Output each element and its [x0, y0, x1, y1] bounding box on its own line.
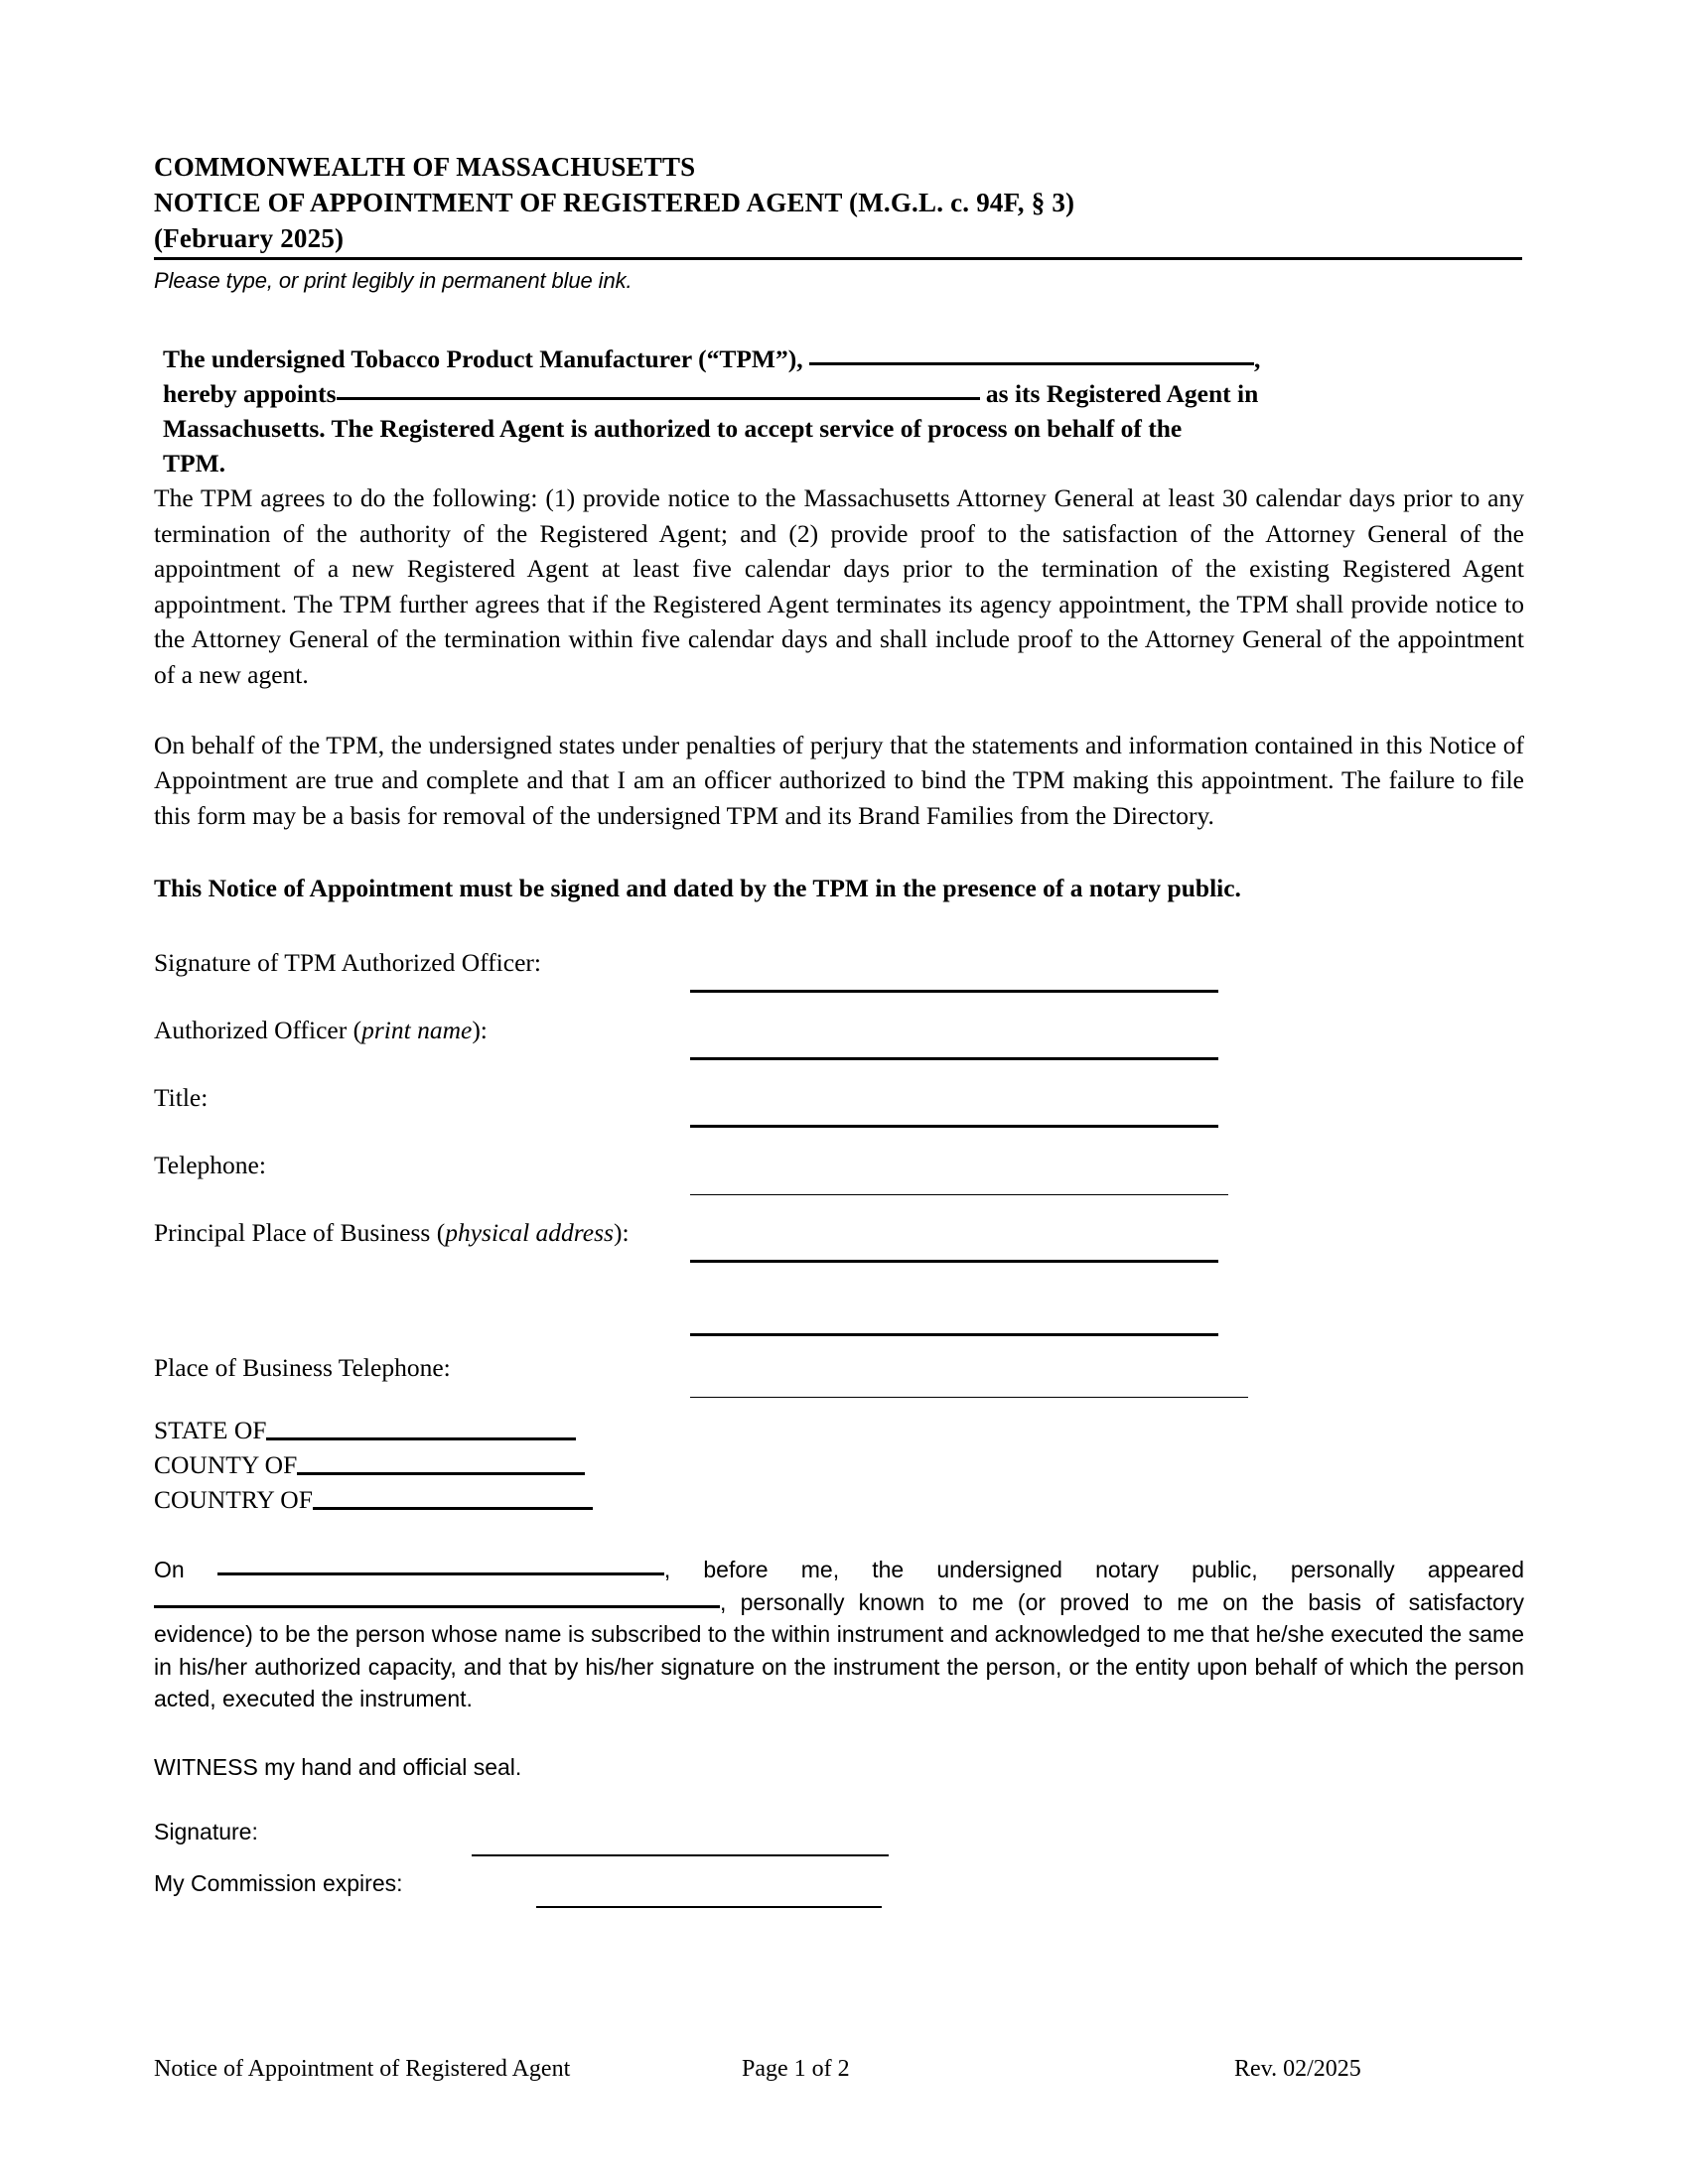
- label-principal-pre: Principal Place of Business (: [154, 1218, 446, 1248]
- appointment-row-tpm-name: [163, 341, 1513, 376]
- appointment-statement-block: [163, 341, 1513, 480]
- notary-signature-row: [154, 1817, 1524, 1868]
- appointment-tpm-text: The undersigned Tobacco Product Manufacturer (“TPM”),: [163, 344, 803, 373]
- input-notary-person-name[interactable]: [154, 1588, 720, 1608]
- label-principal-post: ):: [613, 1218, 630, 1248]
- input-country-of[interactable]: [313, 1487, 593, 1510]
- label-county-of: COUNTY OF: [154, 1450, 298, 1480]
- footer-revision: Rev. 02/2025: [1234, 2056, 1361, 2082]
- signature-fields-section: [154, 947, 1524, 1406]
- label-principal-place-of-business: [154, 1217, 630, 1249]
- label-title: Title:: [154, 1083, 209, 1113]
- label-authorized-officer-italic: print name: [361, 1016, 473, 1045]
- field-row-principal-place: [154, 1217, 1524, 1271]
- appointment-row-tpm-end: TPM.: [163, 449, 226, 478]
- hereby-appoints-text: hereby appoints: [163, 379, 337, 408]
- notary-signature-section: [154, 1817, 1524, 1920]
- field-row-title: [154, 1082, 1524, 1136]
- input-signature-officer[interactable]: [690, 990, 1218, 993]
- header-line-notice-title: NOTICE OF APPOINTMENT OF REGISTERED AGENT (M.G.L. c. 94F, § 3): [154, 188, 1075, 217]
- geo-row-country: [154, 1485, 1524, 1520]
- notary-before-me-text: , before me, the undersigned notary public, personally appeared: [663, 1557, 1524, 1583]
- header-line-commonwealth: COMMONWEALTH OF MASSACHUSETTS: [154, 152, 696, 182]
- document-content: [154, 149, 1524, 1920]
- witness-seal-text: WITNESS my hand and official seal.: [154, 1753, 522, 1780]
- footer-document-title: Notice of Appointment of Registered Agent: [154, 2056, 571, 2082]
- jurisdiction-section: [154, 1416, 1524, 1520]
- label-authorized-officer: [154, 1015, 488, 1046]
- notary-commission-row: [154, 1868, 1524, 1920]
- label-authorized-officer-post: ):: [472, 1016, 488, 1045]
- label-country-of: COUNTRY OF: [154, 1485, 313, 1515]
- input-title[interactable]: [690, 1125, 1218, 1128]
- field-row-principal-place-line2: [154, 1271, 1524, 1348]
- field-row-telephone: [154, 1150, 1524, 1203]
- as-registered-agent-text: as its Registered Agent in: [985, 379, 1259, 408]
- header-line-date: (February 2025): [154, 223, 345, 253]
- notary-on-text: On: [154, 1557, 185, 1583]
- tpm-name-blank[interactable]: [809, 344, 1254, 365]
- geo-row-state: [154, 1416, 1524, 1450]
- paragraph-on-behalf: On behalf of the TPM, the undersigned states under penalties of perjury that the statements and information contained in this Notice of Appointment are true and complete and that I am an officer authorized to bind the TPM making this appointment. The failure to file this form may be a basis for removal of the undersigned TPM and its Brand Families from the Directory.: [154, 730, 1524, 830]
- ink-instruction-note: Please type, or print legibly in permanent blue ink.: [154, 268, 633, 293]
- notary-requirement-statement: This Notice of Appointment must be signed and dated by the TPM in the presence of a notary public.: [154, 874, 1241, 903]
- label-signature-officer: Signature of TPM Authorized Officer:: [154, 948, 541, 978]
- header-divider-rule: [154, 257, 1522, 260]
- notary-personally-known-text: , personally known to me (or proved to me on the basis of: [720, 1588, 1395, 1615]
- label-commission-expires: My Commission expires:: [154, 1869, 403, 1896]
- input-place-of-business-telephone[interactable]: [690, 1397, 1248, 1398]
- label-principal-italic: physical address: [445, 1218, 614, 1248]
- field-row-business-telephone: [154, 1352, 1524, 1406]
- label-state-of: STATE OF: [154, 1416, 267, 1445]
- input-notary-signature[interactable]: [472, 1854, 889, 1856]
- field-row-authorized-officer: [154, 1015, 1524, 1068]
- label-telephone: Telephone:: [154, 1151, 266, 1180]
- input-state-of[interactable]: [266, 1418, 576, 1440]
- document-header: [154, 149, 1524, 296]
- label-place-of-business-telephone: Place of Business Telephone:: [154, 1353, 451, 1383]
- input-commission-expires[interactable]: [536, 1906, 882, 1908]
- input-principal-place-line2[interactable]: [690, 1333, 1218, 1336]
- field-row-signature-officer: [154, 947, 1524, 1001]
- appointment-row1-comma: ,: [1253, 344, 1261, 373]
- input-county-of[interactable]: [297, 1452, 585, 1475]
- input-notary-date[interactable]: [217, 1556, 664, 1575]
- input-authorized-officer-name[interactable]: [690, 1057, 1218, 1060]
- input-telephone[interactable]: [690, 1194, 1228, 1195]
- appointment-row-agent-name: [163, 376, 1513, 411]
- registered-agent-name-blank[interactable]: [337, 379, 980, 400]
- label-notary-signature: Signature:: [154, 1818, 258, 1844]
- footer-page-number: Page 1 of 2: [742, 2056, 850, 2082]
- input-principal-place-line1[interactable]: [690, 1260, 1218, 1263]
- notary-acknowledgement-paragraph: [154, 1554, 1524, 1715]
- notary-rest-text: satisfactory evidence) to be the person whose name is subscribed to the within instrument and acknowledged to me that he/she executed the same in his/her authorized capacity, and that by his/her signature on the instrument the person, or the entity upon behalf of which the person acted, executed the instrument.: [154, 1588, 1524, 1712]
- label-authorized-officer-pre: Authorized Officer (: [154, 1016, 362, 1045]
- geo-row-county: [154, 1450, 1524, 1485]
- appointment-row-massachusetts: Massachusetts. The Registered Agent is authorized to accept service of process on behalf of the: [163, 414, 1183, 443]
- paragraph-tpm-agrees: The TPM agrees to do the following: (1) provide notice to the Massachusetts Attorney General at least 30 calendar days prior to any termination of the authority of the Registered Agent; and (2) provide proof to the satisfaction of the Attorney General of the appointment of a new Registered Agent at least five calendar days prior to the termination of the existing Registered Agent appointment. The TPM further agrees that if the Registered Agent terminates its agency appointment, the TPM shall provide notice to the Attorney General of the termination within five calendar days and shall include proof to the Attorney General of the appointment of a new agent.: [154, 483, 1524, 689]
